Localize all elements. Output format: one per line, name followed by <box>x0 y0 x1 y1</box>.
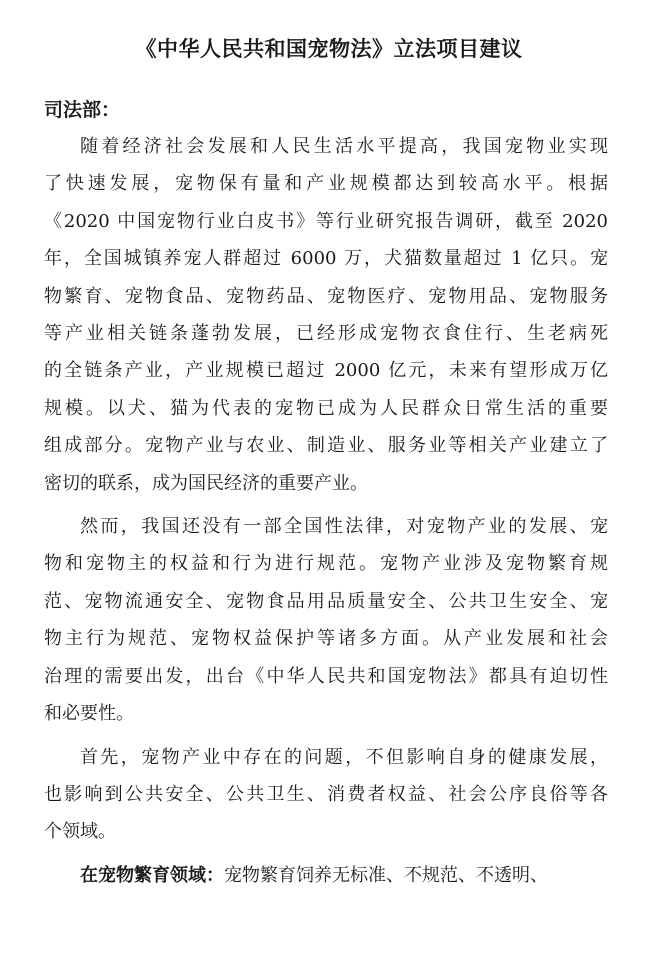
paragraph-line: 和必要性。 <box>44 703 134 725</box>
paragraph-line: 物主行为规范、宠物权益保护等诸多方面。从产业发展和社会 <box>44 628 608 650</box>
paragraph-line: 了快速发展，宠物保有量和产业规模都达到较高水平。根据 <box>44 173 608 195</box>
paragraph-2 <box>44 508 608 732</box>
paragraph-line: 的全链条产业，产业规模已超过 2000 亿元，未来有望形成万亿 <box>44 360 608 382</box>
paragraph-line: 个领域。 <box>44 821 116 843</box>
paragraph-4 <box>44 857 608 894</box>
paragraph-line: 也影响到公共安全、公共卫生、消费者权益、社会公序良俗等各 <box>44 783 608 805</box>
paragraph-line: 治理的需要出发，出台《中华人民共和国宠物法》都具有迫切性 <box>44 665 608 687</box>
salutation: 司法部： <box>44 99 121 121</box>
paragraph-line: 密切的联系，成为国民经济的重要产业。 <box>44 472 368 494</box>
paragraph-text: 宠物繁育饲养无标准、不规范、不透明、 <box>224 864 548 886</box>
paragraph-1 <box>44 128 608 502</box>
paragraph-line: 《2020 中国宠物行业白皮书》等行业研究报告调研，截至 2020 <box>44 210 608 232</box>
paragraph-line: 物和宠物主的权益和行为进行规范。宠物产业涉及宠物繁育规 <box>44 553 608 575</box>
document-title: 《中华人民共和国宠物法》立法项目建议 <box>135 37 523 61</box>
section-lead-heading: 在宠物繁育领域： <box>80 864 224 886</box>
paragraph-3 <box>44 739 608 851</box>
paragraph-line: 等产业相关链条蓬勃发展，已经形成宠物衣食住行、生老病死 <box>44 323 608 345</box>
paragraph-line: 范、宠物流通安全、宠物食品用品质量安全、公共卫生安全、宠 <box>44 590 608 612</box>
paragraph-line: 随着经济社会发展和人民生活水平提高，我国宠物业实现 <box>80 136 608 157</box>
paragraph-line: 然而，我国还没有一部全国性法律，对宠物产业的发展、宠 <box>80 516 608 538</box>
paragraph-line: 物繁育、宠物食品、宠物药品、宠物医疗、宠物用品、宠物服务 <box>44 285 608 307</box>
paragraph-line: 组成部分。宠物产业与农业、制造业、服务业等相关产业建立了 <box>44 435 608 457</box>
paragraph-line <box>44 857 608 894</box>
paragraph-line: 规模。以犬、猫为代表的宠物已成为人民群众日常生活的重要 <box>44 397 608 419</box>
paragraph-line: 首先，宠物产业中存在的问题，不但影响自身的健康发展， <box>80 746 608 768</box>
paragraph-line: 年，全国城镇养宠人群超过 6000 万，犬猫数量超过 1 亿只。宠 <box>44 248 608 270</box>
